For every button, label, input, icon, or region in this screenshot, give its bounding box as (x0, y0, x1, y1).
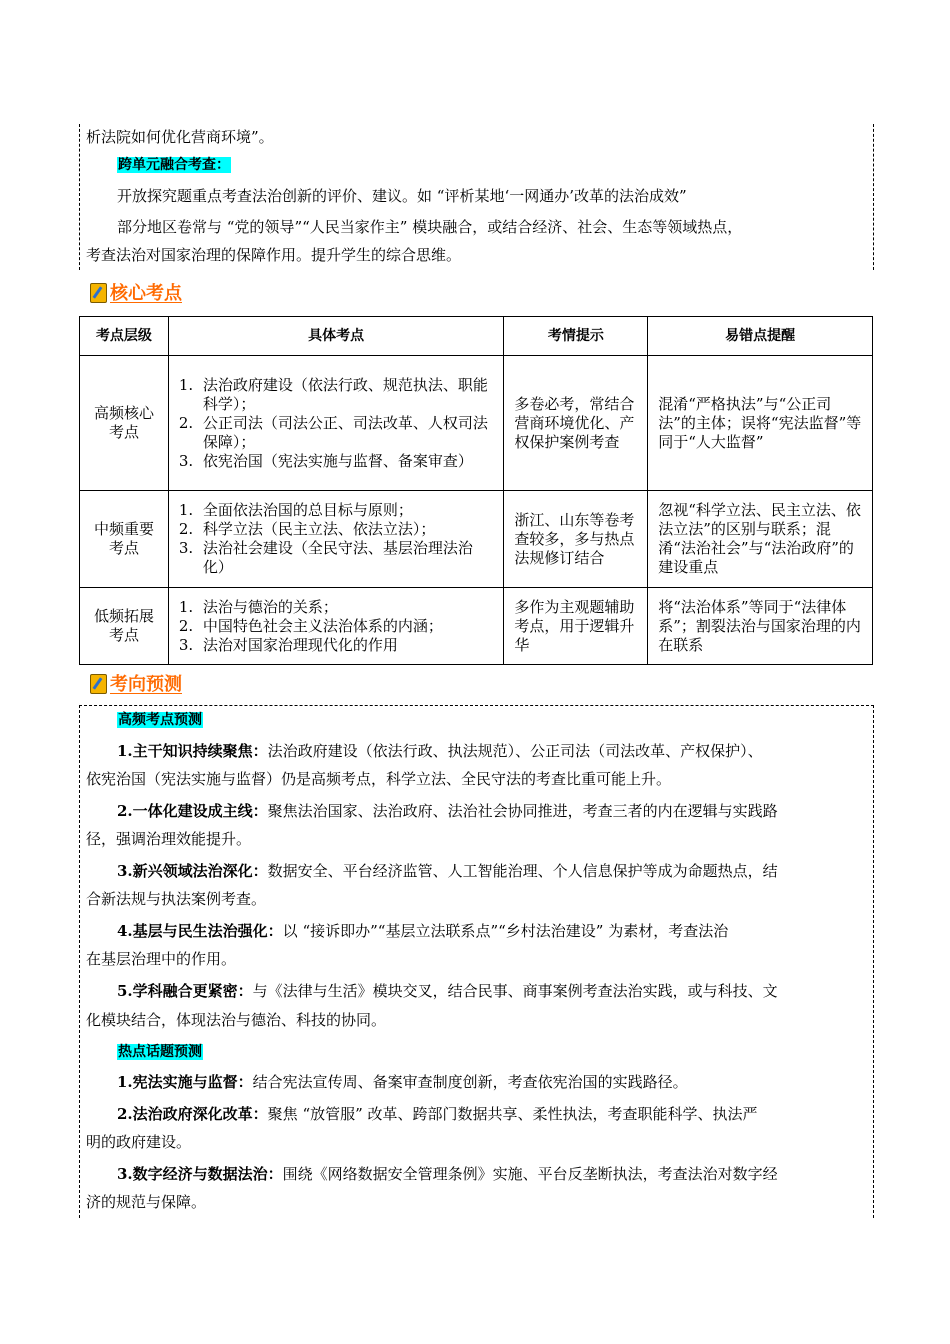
forecast-point-5b: 化模块结合，体现法治与德治、科技的协同。 (86, 1011, 387, 1029)
hot-topic-label: 热点话题预测 (118, 1044, 202, 1060)
row-tip: 多作为主观题辅助考点，用于逻辑升华 (504, 588, 648, 665)
hot-topic-2b: 明的政府建设。 (86, 1133, 192, 1151)
forecast-point-3b: 合新法规与执法案例考查。 (86, 890, 267, 908)
core-section-title: 核心考点 (110, 283, 182, 304)
book-pen-icon (88, 281, 108, 303)
row-tip: 多卷必考，常结合营商环境优化、产权保护案例考查 (504, 356, 648, 491)
header-level: 考点层级 (80, 317, 169, 356)
forecast-point-4b: 在基层治理中的作用。 (86, 950, 237, 968)
core-points-table (79, 316, 873, 665)
row-points: 1. 法治政府建设（依法行政、规范执法、职能科学）； 2. 公正司法（司法公正、司法改革、人权司法保障）； 3. 依宪治国（宪法实施与监督、备案审查） (168, 356, 504, 491)
intro-para-2a: 部分地区卷常与 “党的领导”“人民当家作主” 模块融合，或结合经济、社会、生态等领域热点， (117, 218, 743, 236)
intro-para-2b: 考查法治对国家治理的保障作用。提升学生的综合思维。 (86, 246, 462, 264)
forecast-point-5a: 5.学科融合更紧密：与《法律与生活》模块交叉，结合民事、商事案例考查法治实践，或与科技、文 (117, 982, 778, 1000)
table-row (80, 491, 873, 588)
row-error: 忽视“科学立法、民主立法、依法立法”的区别与联系；混淆“法治社会”与“法治政府”的建设重点 (648, 491, 873, 588)
forecast-point-1b: 依宪治国（宪法实施与监督）仍是高频考点，科学立法、全民守法的考查比重可能上升。 (86, 770, 672, 788)
high-forecast-label: 高频考点预测 (118, 712, 202, 728)
core-section-heading (88, 279, 182, 305)
table-row (80, 588, 873, 665)
forecast-section-title: 考向预测 (110, 674, 182, 695)
row-level: 低频拓展考点 (80, 588, 169, 665)
hot-topic-3b: 济的规范与保障。 (86, 1193, 207, 1211)
table-row (80, 356, 873, 491)
hot-topic-2a: 2.法治政府深化改革：聚焦 “放管服” 改革、跨部门数据共享、柔性执法，考查职能科学、执法严 (117, 1105, 758, 1123)
intro-para-1: 开放探究题重点考查法治创新的评价、建议。如 “评析某地‘一网通办’改革的法治成效” (117, 187, 687, 205)
header-errors: 易错点提醒 (648, 317, 873, 356)
row-points: 1. 全面依法治国的总目标与原则； 2. 科学立法（民主立法、依法立法）； 3. 法治社会建设（全民守法、基层治理法治化） (168, 491, 504, 588)
forecast-point-1a: 1.主干知识持续聚焦：法治政府建设（依法行政、执法规范）、公正司法（司法改革、产权保护）、 (117, 742, 763, 760)
forecast-point-3a: 3.新兴领域法治深化：数据安全、平台经济监管、人工智能治理、个人信息保护等成为命题热点，结 (117, 862, 778, 880)
intro-line-1: 析法院如何优化营商环境”。 (86, 128, 274, 146)
row-points: 1. 法治与德治的关系； 2. 中国特色社会主义法治体系的内涵； 3. 法治对国家治理现代化的作用 (168, 588, 504, 665)
forecast-point-2b: 径，强调治理效能提升。 (86, 830, 252, 848)
hot-topic-1: 1.宪法实施与监督：结合宪法宣传周、备案审查制度创新，考查依宪治国的实践路径。 (117, 1073, 688, 1091)
row-error: 混淆“严格执法”与“公正司法”的主体；误将“宪法监督”等同于“人大监督” (648, 356, 873, 491)
row-level: 中频重要考点 (80, 491, 169, 588)
forecast-section-heading (88, 670, 182, 696)
hot-topic-3a: 3.数字经济与数据法治：围绕《网络数据安全管理条例》实施、平台反垄断执法，考查法治对数字经 (117, 1165, 778, 1183)
row-tip: 浙江、山东等卷考查较多，多与热点法规修订结合 (504, 491, 648, 588)
forecast-point-4a: 4.基层与民生法治强化：以 “接诉即办”“基层立法联系点”“乡村法治建设” 为素材，考查法治 (117, 922, 729, 940)
row-level: 高频核心考点 (80, 356, 169, 491)
row-error: 将“法治体系”等同于“法律体系”；割裂法治与国家治理的内在联系 (648, 588, 873, 665)
cross-unit-label: 跨单元融合考查： (118, 157, 230, 173)
header-tips: 考情提示 (504, 317, 648, 356)
header-points: 具体考点 (168, 317, 504, 356)
forecast-point-2a: 2.一体化建设成主线：聚焦法治国家、法治政府、法治社会协同推进，考查三者的内在逻辑与实践路 (117, 802, 778, 820)
table-header-row (80, 317, 873, 356)
book-pen-icon (88, 672, 108, 694)
